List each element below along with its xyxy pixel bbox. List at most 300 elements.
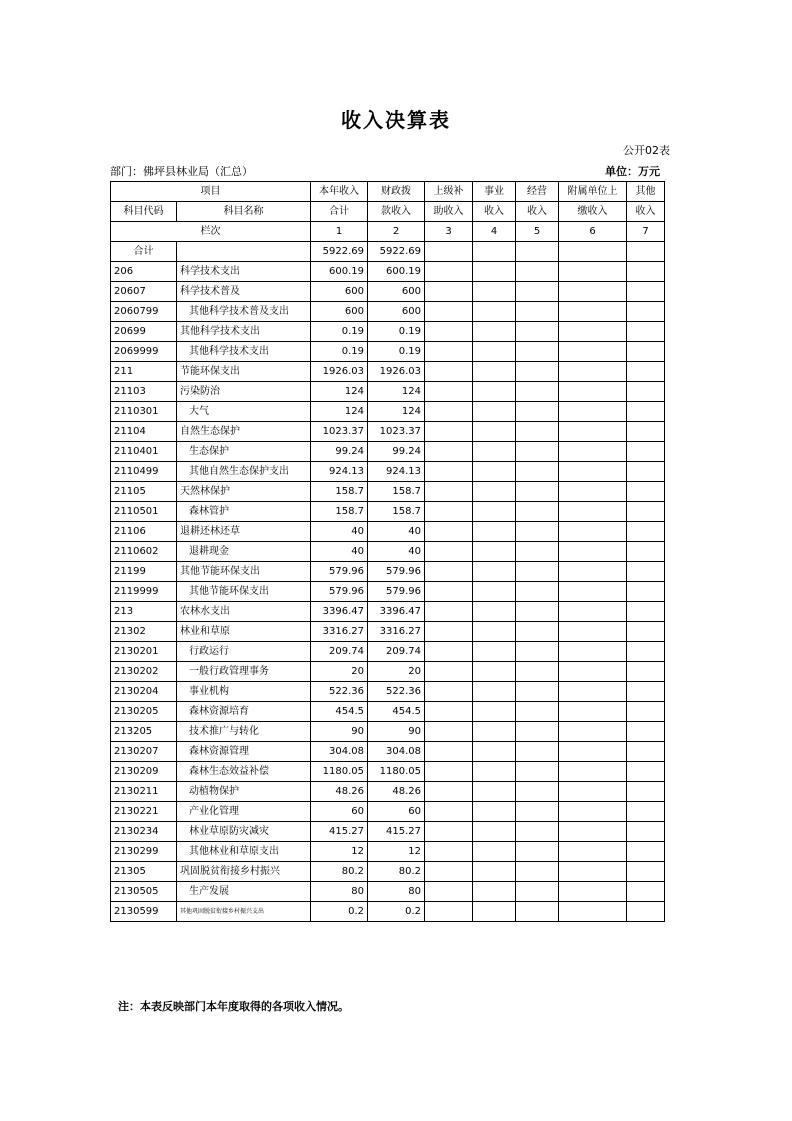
business-income: [473, 782, 516, 802]
header-fiscal-1: 财政拨: [368, 182, 425, 202]
subject-name: 科学技术普及: [177, 282, 311, 302]
affiliated-income: [559, 302, 627, 322]
header-total-2: 合计: [311, 202, 368, 222]
business-income: [473, 342, 516, 362]
col-num: 4: [473, 222, 516, 242]
header-code: 科目代码: [111, 202, 177, 222]
operating-income: [516, 762, 559, 782]
affiliated-income: [559, 562, 627, 582]
subject-name: 动植物保护: [177, 782, 311, 802]
subject-name: 技术推广与转化: [177, 722, 311, 742]
subject-code: 2110501: [111, 502, 177, 522]
total-income: 522.36: [311, 682, 368, 702]
upper-subsidy: [425, 702, 473, 722]
fiscal-income: 209.74: [368, 642, 425, 662]
other-income: [627, 882, 665, 902]
upper-subsidy: [425, 342, 473, 362]
fiscal-income: 3316.27: [368, 622, 425, 642]
total-income: 80.2: [311, 862, 368, 882]
table-row: [111, 682, 665, 702]
upper-subsidy: [425, 822, 473, 842]
fiscal-income: 924.13: [368, 462, 425, 482]
fiscal-income: 0.19: [368, 342, 425, 362]
subject-name: 其他科学技术支出: [177, 342, 311, 362]
department-label: 部门：佛坪县林业局（汇总）: [110, 165, 253, 178]
business-income: [473, 682, 516, 702]
upper-subsidy: [425, 362, 473, 382]
subject-code: 2130599: [111, 902, 177, 922]
subject-code: 2130201: [111, 642, 177, 662]
table-row: [111, 482, 665, 502]
operating-income: [516, 702, 559, 722]
table-row: [111, 522, 665, 542]
operating-income: [516, 342, 559, 362]
header-item: 项目: [111, 182, 311, 202]
subject-code: 2110401: [111, 442, 177, 462]
table-row: [111, 662, 665, 682]
total-income: 124: [311, 402, 368, 422]
subject-code: 21302: [111, 622, 177, 642]
subject-name: 其他节能环保支出: [177, 562, 311, 582]
affiliated-income: [559, 582, 627, 602]
header-upper-2: 助收入: [425, 202, 473, 222]
empty-cell: [516, 242, 559, 262]
business-income: [473, 362, 516, 382]
other-income: [627, 322, 665, 342]
total-income: 600: [311, 282, 368, 302]
business-income: [473, 382, 516, 402]
subject-code: 2110602: [111, 542, 177, 562]
header-total-1: 本年收入: [311, 182, 368, 202]
subject-code: 20699: [111, 322, 177, 342]
subject-name: 天然林保护: [177, 482, 311, 502]
business-income: [473, 262, 516, 282]
total-income: 1926.03: [311, 362, 368, 382]
other-income: [627, 362, 665, 382]
operating-income: [516, 782, 559, 802]
other-income: [627, 902, 665, 922]
affiliated-income: [559, 782, 627, 802]
other-income: [627, 862, 665, 882]
business-income: [473, 822, 516, 842]
table-row: [111, 282, 665, 302]
subject-name: 科学技术支出: [177, 262, 311, 282]
other-income: [627, 562, 665, 582]
other-income: [627, 662, 665, 682]
total-income: 579.96: [311, 562, 368, 582]
upper-subsidy: [425, 502, 473, 522]
business-income: [473, 522, 516, 542]
operating-income: [516, 842, 559, 862]
upper-subsidy: [425, 602, 473, 622]
operating-income: [516, 362, 559, 382]
other-income: [627, 722, 665, 742]
fiscal-income: 80.2: [368, 862, 425, 882]
upper-subsidy: [425, 622, 473, 642]
income-table: [110, 181, 665, 922]
affiliated-income: [559, 542, 627, 562]
table-row: [111, 642, 665, 662]
other-income: [627, 442, 665, 462]
subject-name: 其他巩固脱贫衔接乡村振兴支出: [177, 902, 311, 922]
subject-name: 其他林业和草原支出: [177, 842, 311, 862]
subject-name: 其他节能环保支出: [177, 582, 311, 602]
table-row: [111, 882, 665, 902]
affiliated-income: [559, 742, 627, 762]
subject-code: 2060799: [111, 302, 177, 322]
fiscal-income: 12: [368, 842, 425, 862]
upper-subsidy: [425, 482, 473, 502]
affiliated-income: [559, 682, 627, 702]
subject-name: 其他自然生态保护支出: [177, 462, 311, 482]
fiscal-income: 0.2: [368, 902, 425, 922]
header-upper-1: 上级补: [425, 182, 473, 202]
operating-income: [516, 542, 559, 562]
subject-code: 21106: [111, 522, 177, 542]
col-num: 3: [425, 222, 473, 242]
total-income: 0.2: [311, 902, 368, 922]
affiliated-income: [559, 902, 627, 922]
table-row: [111, 302, 665, 322]
empty-cell: [425, 242, 473, 262]
other-income: [627, 502, 665, 522]
total-income: 3396.47: [311, 602, 368, 622]
upper-subsidy: [425, 642, 473, 662]
subject-name: 森林资源管理: [177, 742, 311, 762]
upper-subsidy: [425, 842, 473, 862]
total-income: 80: [311, 882, 368, 902]
fiscal-income: 1926.03: [368, 362, 425, 382]
operating-income: [516, 442, 559, 462]
fiscal-income: 40: [368, 522, 425, 542]
operating-income: [516, 642, 559, 662]
header-other-2: 收入: [627, 202, 665, 222]
other-income: [627, 542, 665, 562]
upper-subsidy: [425, 782, 473, 802]
business-income: [473, 882, 516, 902]
subject-code: 2130205: [111, 702, 177, 722]
upper-subsidy: [425, 662, 473, 682]
fiscal-income: 304.08: [368, 742, 425, 762]
business-income: [473, 422, 516, 442]
col-num: 1: [311, 222, 368, 242]
upper-subsidy: [425, 762, 473, 782]
upper-subsidy: [425, 802, 473, 822]
fiscal-income: 80: [368, 882, 425, 902]
other-income: [627, 522, 665, 542]
total-income: 415.27: [311, 822, 368, 842]
table-row: [111, 802, 665, 822]
table-row: [111, 382, 665, 402]
header-name: 科目名称: [177, 202, 311, 222]
other-income: [627, 422, 665, 442]
business-income: [473, 602, 516, 622]
header-fiscal-2: 款收入: [368, 202, 425, 222]
empty-cell: [559, 242, 627, 262]
subject-code: 2130211: [111, 782, 177, 802]
upper-subsidy: [425, 542, 473, 562]
subject-code: 20607: [111, 282, 177, 302]
other-income: [627, 742, 665, 762]
affiliated-income: [559, 322, 627, 342]
upper-subsidy: [425, 442, 473, 462]
other-income: [627, 842, 665, 862]
fiscal-income: 1180.05: [368, 762, 425, 782]
subject-code: 2130505: [111, 882, 177, 902]
table-row: [111, 322, 665, 342]
other-income: [627, 482, 665, 502]
total-income: 600: [311, 302, 368, 322]
subject-code: 2130202: [111, 662, 177, 682]
business-income: [473, 442, 516, 462]
table-row: [111, 902, 665, 922]
operating-income: [516, 302, 559, 322]
business-income: [473, 282, 516, 302]
other-income: [627, 622, 665, 642]
affiliated-income: [559, 382, 627, 402]
other-income: [627, 802, 665, 822]
total-amount: 5922.69: [311, 242, 368, 262]
operating-income: [516, 682, 559, 702]
subject-code: 2119999: [111, 582, 177, 602]
subject-name: 节能环保支出: [177, 362, 311, 382]
empty-cell: [473, 242, 516, 262]
subject-name: 行政运行: [177, 642, 311, 662]
business-income: [473, 902, 516, 922]
total-income: 99.24: [311, 442, 368, 462]
business-income: [473, 662, 516, 682]
affiliated-income: [559, 462, 627, 482]
footnote: 注：本表反映部门本年度取得的各项收入情况。: [118, 1000, 349, 1013]
other-income: [627, 262, 665, 282]
total-income: 158.7: [311, 482, 368, 502]
subject-code: 2130234: [111, 822, 177, 842]
subject-name: 自然生态保护: [177, 422, 311, 442]
upper-subsidy: [425, 522, 473, 542]
operating-income: [516, 282, 559, 302]
fiscal-income: 158.7: [368, 502, 425, 522]
operating-income: [516, 422, 559, 442]
upper-subsidy: [425, 862, 473, 882]
operating-income: [516, 862, 559, 882]
subject-code: 2130209: [111, 762, 177, 782]
subject-code: 213: [111, 602, 177, 622]
total-income: 209.74: [311, 642, 368, 662]
empty-cell: [627, 242, 665, 262]
business-income: [473, 402, 516, 422]
fiscal-income: 124: [368, 402, 425, 422]
affiliated-income: [559, 282, 627, 302]
table-row: [111, 722, 665, 742]
subject-name: 退耕还林还草: [177, 522, 311, 542]
table-row: [111, 602, 665, 622]
total-fiscal: 5922.69: [368, 242, 425, 262]
header-affiliated-1: 附属单位上: [559, 182, 627, 202]
fiscal-income: 415.27: [368, 822, 425, 842]
other-income: [627, 822, 665, 842]
fiscal-income: 579.96: [368, 582, 425, 602]
total-row: [111, 242, 665, 262]
operating-income: [516, 722, 559, 742]
total-income: 600.19: [311, 262, 368, 282]
upper-subsidy: [425, 382, 473, 402]
fiscal-income: 3396.47: [368, 602, 425, 622]
total-income: 48.26: [311, 782, 368, 802]
subject-code: 2130204: [111, 682, 177, 702]
business-income: [473, 722, 516, 742]
total-income: 1023.37: [311, 422, 368, 442]
fiscal-income: 600: [368, 282, 425, 302]
fiscal-income: 99.24: [368, 442, 425, 462]
upper-subsidy: [425, 742, 473, 762]
subject-code: 2130299: [111, 842, 177, 862]
upper-subsidy: [425, 402, 473, 422]
table-row: [111, 562, 665, 582]
total-income: 304.08: [311, 742, 368, 762]
operating-income: [516, 742, 559, 762]
fiscal-income: 522.36: [368, 682, 425, 702]
operating-income: [516, 802, 559, 822]
operating-income: [516, 502, 559, 522]
affiliated-income: [559, 662, 627, 682]
fiscal-income: 40: [368, 542, 425, 562]
subject-code: 21199: [111, 562, 177, 582]
table-row: [111, 742, 665, 762]
upper-subsidy: [425, 262, 473, 282]
affiliated-income: [559, 862, 627, 882]
table-row: [111, 702, 665, 722]
affiliated-income: [559, 402, 627, 422]
total-income: 924.13: [311, 462, 368, 482]
other-income: [627, 682, 665, 702]
subject-code: 2110499: [111, 462, 177, 482]
subject-name: 农林水支出: [177, 602, 311, 622]
other-income: [627, 302, 665, 322]
form-number: 公开02表: [623, 144, 670, 157]
table-row: [111, 502, 665, 522]
fiscal-income: 454.5: [368, 702, 425, 722]
operating-income: [516, 662, 559, 682]
total-income: 20: [311, 662, 368, 682]
fiscal-income: 600.19: [368, 262, 425, 282]
table-row: [111, 402, 665, 422]
fiscal-income: 0.19: [368, 322, 425, 342]
business-income: [473, 762, 516, 782]
subject-code: 2130221: [111, 802, 177, 822]
header-business-2: 收入: [473, 202, 516, 222]
fiscal-income: 1023.37: [368, 422, 425, 442]
business-income: [473, 482, 516, 502]
affiliated-income: [559, 642, 627, 662]
total-income: 12: [311, 842, 368, 862]
business-income: [473, 462, 516, 482]
total-income: 40: [311, 542, 368, 562]
upper-subsidy: [425, 422, 473, 442]
operating-income: [516, 402, 559, 422]
affiliated-income: [559, 262, 627, 282]
business-income: [473, 582, 516, 602]
table-row: [111, 782, 665, 802]
other-income: [627, 782, 665, 802]
other-income: [627, 462, 665, 482]
operating-income: [516, 582, 559, 602]
operating-income: [516, 322, 559, 342]
operating-income: [516, 822, 559, 842]
affiliated-income: [559, 362, 627, 382]
business-income: [473, 622, 516, 642]
other-income: [627, 342, 665, 362]
affiliated-income: [559, 442, 627, 462]
total-income: 0.19: [311, 322, 368, 342]
subject-name: 退耕现金: [177, 542, 311, 562]
col-num: 7: [627, 222, 665, 242]
subject-name: 生产发展: [177, 882, 311, 902]
subject-code: 21305: [111, 862, 177, 882]
col-num: 6: [559, 222, 627, 242]
upper-subsidy: [425, 562, 473, 582]
business-income: [473, 502, 516, 522]
total-income: 40: [311, 522, 368, 542]
upper-subsidy: [425, 322, 473, 342]
operating-income: [516, 382, 559, 402]
fiscal-income: 48.26: [368, 782, 425, 802]
column-number-row: [111, 222, 665, 242]
affiliated-income: [559, 482, 627, 502]
table-row: [111, 422, 665, 442]
fiscal-income: 158.7: [368, 482, 425, 502]
subject-code: 206: [111, 262, 177, 282]
subject-name: 森林生态效益补偿: [177, 762, 311, 782]
upper-subsidy: [425, 882, 473, 902]
table-row: [111, 362, 665, 382]
subject-code: 2110301: [111, 402, 177, 422]
operating-income: [516, 462, 559, 482]
other-income: [627, 582, 665, 602]
subject-name: 生态保护: [177, 442, 311, 462]
table-row: [111, 842, 665, 862]
header-row-1: [111, 182, 665, 202]
other-income: [627, 282, 665, 302]
table-row: [111, 462, 665, 482]
total-income: 0.19: [311, 342, 368, 362]
subject-code: 21105: [111, 482, 177, 502]
subject-code: 213205: [111, 722, 177, 742]
subject-name: 林业草原防灾减灾: [177, 822, 311, 842]
subject-code: 211: [111, 362, 177, 382]
header-business-1: 事业: [473, 182, 516, 202]
table-row: [111, 822, 665, 842]
operating-income: [516, 902, 559, 922]
business-income: [473, 542, 516, 562]
subject-name: 林业和草原: [177, 622, 311, 642]
subject-name: 森林资源培育: [177, 702, 311, 722]
affiliated-income: [559, 702, 627, 722]
operating-income: [516, 882, 559, 902]
affiliated-income: [559, 882, 627, 902]
affiliated-income: [559, 502, 627, 522]
subject-name: 大气: [177, 402, 311, 422]
upper-subsidy: [425, 582, 473, 602]
total-income: 454.5: [311, 702, 368, 722]
header-affiliated-2: 缴收入: [559, 202, 627, 222]
affiliated-income: [559, 762, 627, 782]
affiliated-income: [559, 822, 627, 842]
fiscal-income: 60: [368, 802, 425, 822]
table-row: [111, 762, 665, 782]
table-row: [111, 442, 665, 462]
affiliated-income: [559, 342, 627, 362]
table-row: [111, 862, 665, 882]
